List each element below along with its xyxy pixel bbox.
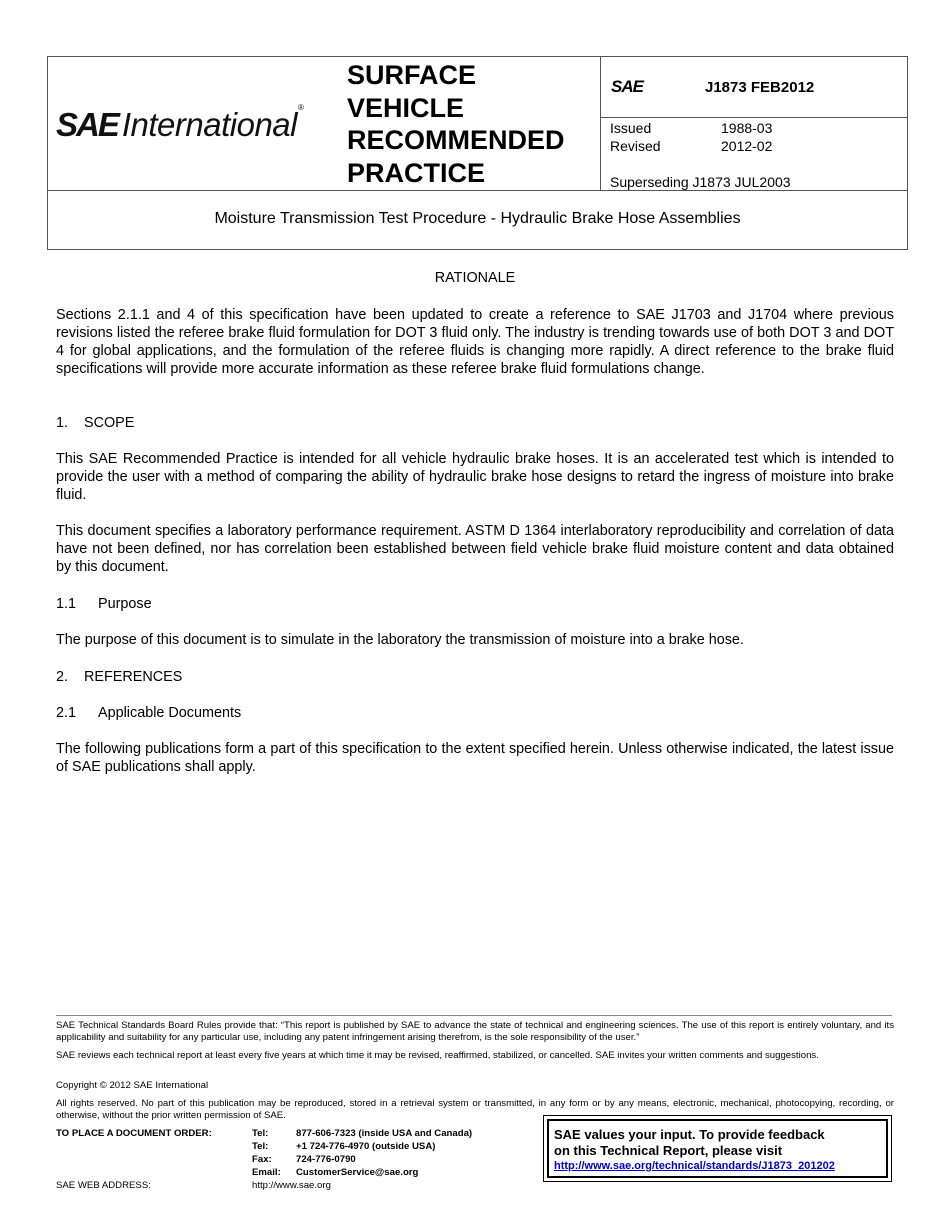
- email-row: [252, 1166, 418, 1179]
- scope-paragraph-1: This SAE Recommended Practice is intended for all vehicle hydraulic brake hoses. It is an accelerated test which is intended to provide the user with a method of comparing the ability of hydraulic brake hose designs to retard the ingress of moisture into brake fluid.: [56, 451, 894, 503]
- tel-1-label: Tel:: [252, 1128, 269, 1139]
- title-line-2: VEHICLE: [347, 92, 465, 123]
- document-number: J1873 FEB2012: [705, 79, 815, 96]
- registered-mark: ®: [298, 103, 304, 112]
- section-1-heading: [56, 414, 894, 432]
- section-2-1-number: 2.1: [56, 705, 77, 721]
- fax-row: [252, 1153, 356, 1166]
- footer-copyright: Copyright © 2012 SAE International: [56, 1080, 209, 1091]
- tel-2-label: Tel:: [252, 1141, 269, 1152]
- footer-review-note: SAE reviews each technical report at least every five years at which time it may be revised, reaffirmed, stabilized, or cancelled. SAE invites your written comments and suggestions.: [56, 1050, 819, 1061]
- sae-mini-logo: SAE: [611, 77, 643, 96]
- feedback-line-1: SAE values your input. To provide feedback: [554, 1127, 825, 1142]
- applicable-documents-paragraph: The following publications form a part of this specification to the extent specified herein. Unless otherwise indicated, the latest issue of SAE publications shall apply.: [56, 741, 894, 775]
- section-2-heading: [56, 668, 894, 686]
- rationale-paragraph: Sections 2.1.1 and 4 of this specification have been updated to create a reference to SAE J1703 and J1704 where previous revisions listed the referee brake fluid formulation for DOT 3 fluid only. The industry is trending towards use of both DOT 3 and DOT 4 for global applications, and the formulation of the referee fluids is changing more rapidly. A direct reference to the brake fluid specifications will provide more accurate information as these referee brake fluid formulations change.: [56, 307, 894, 377]
- section-1-1-number: 1.1: [56, 596, 77, 612]
- tel-2-value: +1 724-776-4970 (outside USA): [296, 1141, 436, 1152]
- order-label: TO PLACE A DOCUMENT ORDER:: [56, 1128, 212, 1139]
- title-line-4: PRACTICE: [347, 157, 486, 188]
- fax-value: 724-776-0790: [296, 1154, 356, 1165]
- logo-sae-mark: SAE: [56, 106, 118, 143]
- fax-label: Fax:: [252, 1154, 272, 1165]
- footer-divider: [56, 1015, 892, 1016]
- feedback-box: [543, 1115, 892, 1182]
- feedback-box-inner: [547, 1119, 888, 1178]
- header-top-row: [48, 57, 907, 191]
- tel-international-row: [252, 1140, 435, 1153]
- document-subtitle: Moisture Transmission Test Procedure - Hydraulic Brake Hose Assemblies: [214, 210, 741, 227]
- web-address-label: SAE WEB ADDRESS:: [56, 1180, 151, 1191]
- feedback-line-2: on this Technical Report, please visit: [554, 1143, 783, 1158]
- title-line-3: RECOMMENDED: [347, 125, 565, 155]
- email-value[interactable]: CustomerService@sae.org: [296, 1167, 419, 1178]
- document-header: [47, 56, 908, 250]
- email-label: Email:: [252, 1167, 281, 1178]
- issued-value: 1988-03: [721, 120, 773, 136]
- revised-label: Revised: [610, 138, 661, 154]
- issued-label: Issued: [610, 120, 652, 136]
- tel-domestic-row: [252, 1127, 472, 1140]
- rationale-heading: RATIONALE: [434, 270, 516, 286]
- section-2-1-title: Applicable Documents: [98, 705, 242, 721]
- web-address-link[interactable]: http://www.sae.org: [252, 1180, 331, 1191]
- feedback-link[interactable]: http://www.sae.org/technical/standards/J1873_201202: [554, 1160, 835, 1172]
- section-1-1-heading: [56, 595, 894, 613]
- section-2-number: 2.: [56, 669, 69, 685]
- issued-row: [610, 120, 772, 137]
- tel-1-value: 877-606-7323 (inside USA and Canada): [296, 1128, 473, 1139]
- section-2-title: REFERENCES: [84, 669, 183, 685]
- title-line-1: SURFACE: [347, 60, 477, 90]
- sae-international-logo: [56, 101, 304, 141]
- section-2-1-heading: [56, 704, 894, 722]
- revised-row: [610, 138, 772, 155]
- footer-board-rules: SAE Technical Standards Board Rules provide that: “This report is published by SAE to advance the state of technical and engineering sciences. The use of this report is entirely voluntary, and its applicability and suitability for any particular use, including any patent infringement arising therefrom, is the sole responsibility of the user.”: [56, 1020, 894, 1043]
- footer-rights-reserved: All rights reserved. No part of this publication may be reproduced, stored in a retrieval system or transmitted, in any form or by any means, electronic, mechanical, photocopying, recording, or otherwise, without the prior written permission of SAE.: [56, 1098, 894, 1121]
- document-number-cell: [601, 57, 908, 118]
- purpose-paragraph: The purpose of this document is to simulate in the laboratory the transmission of moisture into a brake hose.: [56, 632, 744, 648]
- section-1-title: SCOPE: [84, 415, 135, 431]
- section-1-1-title: Purpose: [98, 596, 152, 612]
- logo-international-text: International: [121, 106, 297, 143]
- document-info-panel: [600, 57, 907, 191]
- scope-paragraph-2: This document specifies a laboratory performance requirement. ASTM D 1364 interlaboratory reproducibility and correlation of data have not been defined, nor has correlation been established between field vehicle brake fluid moisture content and data obtained by this document.: [56, 523, 894, 575]
- superseding-note: Superseding J1873 JUL2003: [610, 174, 791, 190]
- revised-value: 2012-02: [721, 138, 773, 154]
- section-1-number: 1.: [56, 415, 69, 431]
- document-type-title: [347, 59, 565, 189]
